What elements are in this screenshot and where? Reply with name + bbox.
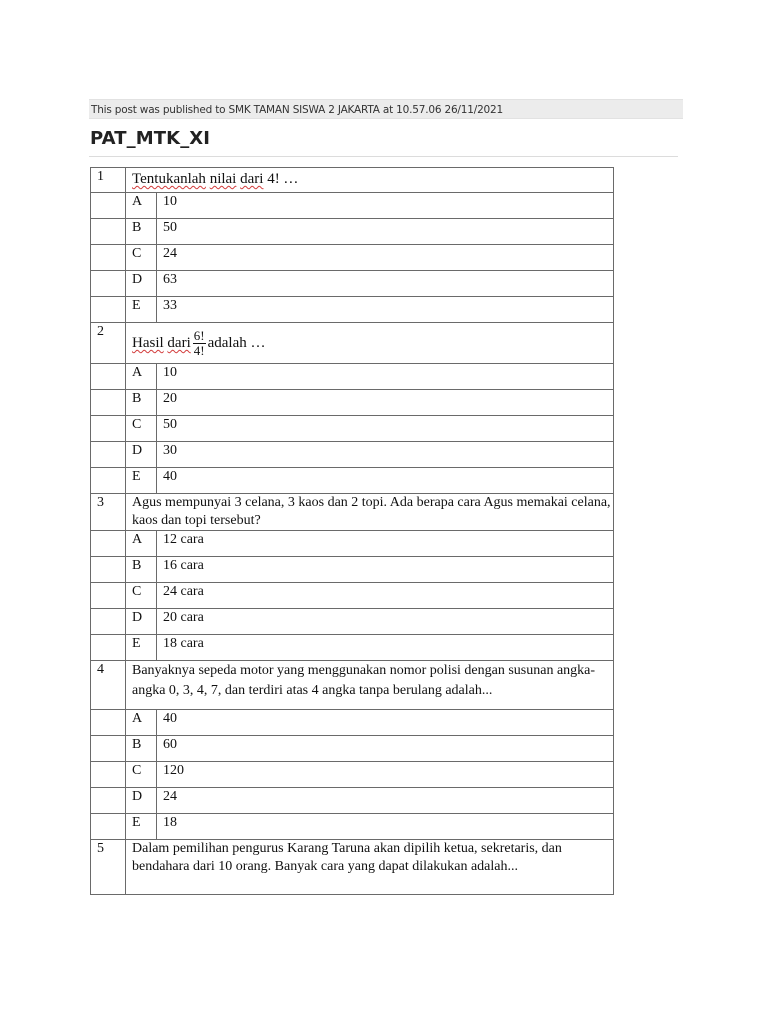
question-expression: 4! …: [267, 171, 299, 187]
question-word: dari: [167, 335, 191, 351]
option-value: 60: [157, 736, 614, 762]
question-number: 2: [91, 323, 126, 364]
option-letter: A: [126, 193, 157, 219]
option-row: [91, 762, 614, 788]
option-value: 18: [157, 814, 614, 840]
option-row: [91, 442, 614, 468]
empty-cell: [91, 442, 126, 468]
fraction-denominator: 4!: [193, 342, 205, 358]
option-letter: A: [126, 531, 157, 557]
option-value: 33: [157, 297, 614, 323]
option-row: [91, 364, 614, 390]
option-row: [91, 710, 614, 736]
option-value: 10: [157, 193, 614, 219]
option-letter: D: [126, 271, 157, 297]
option-letter: C: [126, 245, 157, 271]
empty-cell: [91, 271, 126, 297]
question-word: Tentukanlah: [132, 171, 206, 187]
question-number: 5: [91, 840, 126, 895]
option-letter: E: [126, 468, 157, 494]
option-letter: D: [126, 788, 157, 814]
question-row: [91, 168, 614, 193]
question-word: nilai: [209, 171, 237, 187]
option-value: 40: [157, 468, 614, 494]
option-row: [91, 609, 614, 635]
empty-cell: [91, 609, 126, 635]
empty-cell: [91, 416, 126, 442]
option-value: 40: [157, 710, 614, 736]
fraction: [193, 329, 206, 358]
empty-cell: [91, 736, 126, 762]
option-value: 120: [157, 762, 614, 788]
empty-cell: [91, 390, 126, 416]
empty-cell: [91, 245, 126, 271]
option-letter: E: [126, 297, 157, 323]
option-letter: E: [126, 814, 157, 840]
empty-cell: [91, 557, 126, 583]
option-row: [91, 271, 614, 297]
option-row: [91, 814, 614, 840]
question-text: [126, 168, 614, 193]
option-letter: E: [126, 635, 157, 661]
option-row: [91, 245, 614, 271]
question-table: [90, 167, 614, 895]
option-letter: B: [126, 736, 157, 762]
option-value: 20 cara: [157, 609, 614, 635]
option-row: [91, 736, 614, 762]
option-row: [91, 416, 614, 442]
option-letter: D: [126, 609, 157, 635]
option-letter: B: [126, 557, 157, 583]
option-row: [91, 297, 614, 323]
question-row: [91, 661, 614, 710]
question-text: [126, 323, 614, 364]
option-value: 18 cara: [157, 635, 614, 661]
option-row: [91, 557, 614, 583]
empty-cell: [91, 762, 126, 788]
option-value: 10: [157, 364, 614, 390]
post-title: PAT_MTK_XI: [90, 128, 211, 149]
empty-cell: [91, 635, 126, 661]
question-expression: adalah …: [207, 335, 266, 351]
question-number: 1: [91, 168, 126, 193]
question-word: dari: [240, 171, 264, 187]
option-value: 24: [157, 788, 614, 814]
option-value: 63: [157, 271, 614, 297]
empty-cell: [91, 814, 126, 840]
option-letter: A: [126, 710, 157, 736]
empty-cell: [91, 583, 126, 609]
empty-cell: [91, 364, 126, 390]
option-value: 20: [157, 390, 614, 416]
question-text: Banyaknya sepeda motor yang menggunakan nomor polisi dengan susunan angka-angka 0, 3, 4, 7, dan terdiri atas 4 angka tanpa berulang adalah...: [126, 661, 614, 710]
option-row: [91, 635, 614, 661]
option-row: [91, 390, 614, 416]
empty-cell: [91, 297, 126, 323]
publish-info-bar: This post was published to SMK TAMAN SISWA 2 JAKARTA at 10.57.06 26/11/2021: [89, 99, 683, 119]
question-text: Agus mempunyai 3 celana, 3 kaos dan 2 topi. Ada berapa cara Agus memakai celana, kaos dan topi tersebut?: [126, 494, 614, 531]
option-row: [91, 583, 614, 609]
title-divider: [89, 156, 678, 157]
option-value: 16 cara: [157, 557, 614, 583]
question-text: Dalam pemilihan pengurus Karang Taruna akan dipilih ketua, sekretaris, dan bendahara dari 10 orang. Banyak cara yang dapat dilakukan adalah...: [126, 840, 614, 895]
question-word: Hasil: [132, 335, 164, 351]
option-row: [91, 219, 614, 245]
fraction-numerator: 6!: [193, 327, 205, 343]
option-value: 24 cara: [157, 583, 614, 609]
question-row: [91, 840, 614, 895]
option-letter: A: [126, 364, 157, 390]
option-letter: D: [126, 442, 157, 468]
empty-cell: [91, 468, 126, 494]
option-value: 12 cara: [157, 531, 614, 557]
empty-cell: [91, 788, 126, 814]
option-letter: C: [126, 762, 157, 788]
option-letter: B: [126, 390, 157, 416]
empty-cell: [91, 710, 126, 736]
empty-cell: [91, 219, 126, 245]
empty-cell: [91, 193, 126, 219]
option-value: 50: [157, 416, 614, 442]
empty-cell: [91, 531, 126, 557]
question-number: 4: [91, 661, 126, 710]
question-row: [91, 494, 614, 531]
question-row: [91, 323, 614, 364]
option-value: 30: [157, 442, 614, 468]
option-letter: C: [126, 416, 157, 442]
option-row: [91, 531, 614, 557]
question-number: 3: [91, 494, 126, 531]
option-value: 50: [157, 219, 614, 245]
option-letter: B: [126, 219, 157, 245]
option-value: 24: [157, 245, 614, 271]
option-row: [91, 788, 614, 814]
option-row: [91, 468, 614, 494]
option-letter: C: [126, 583, 157, 609]
option-row: [91, 193, 614, 219]
